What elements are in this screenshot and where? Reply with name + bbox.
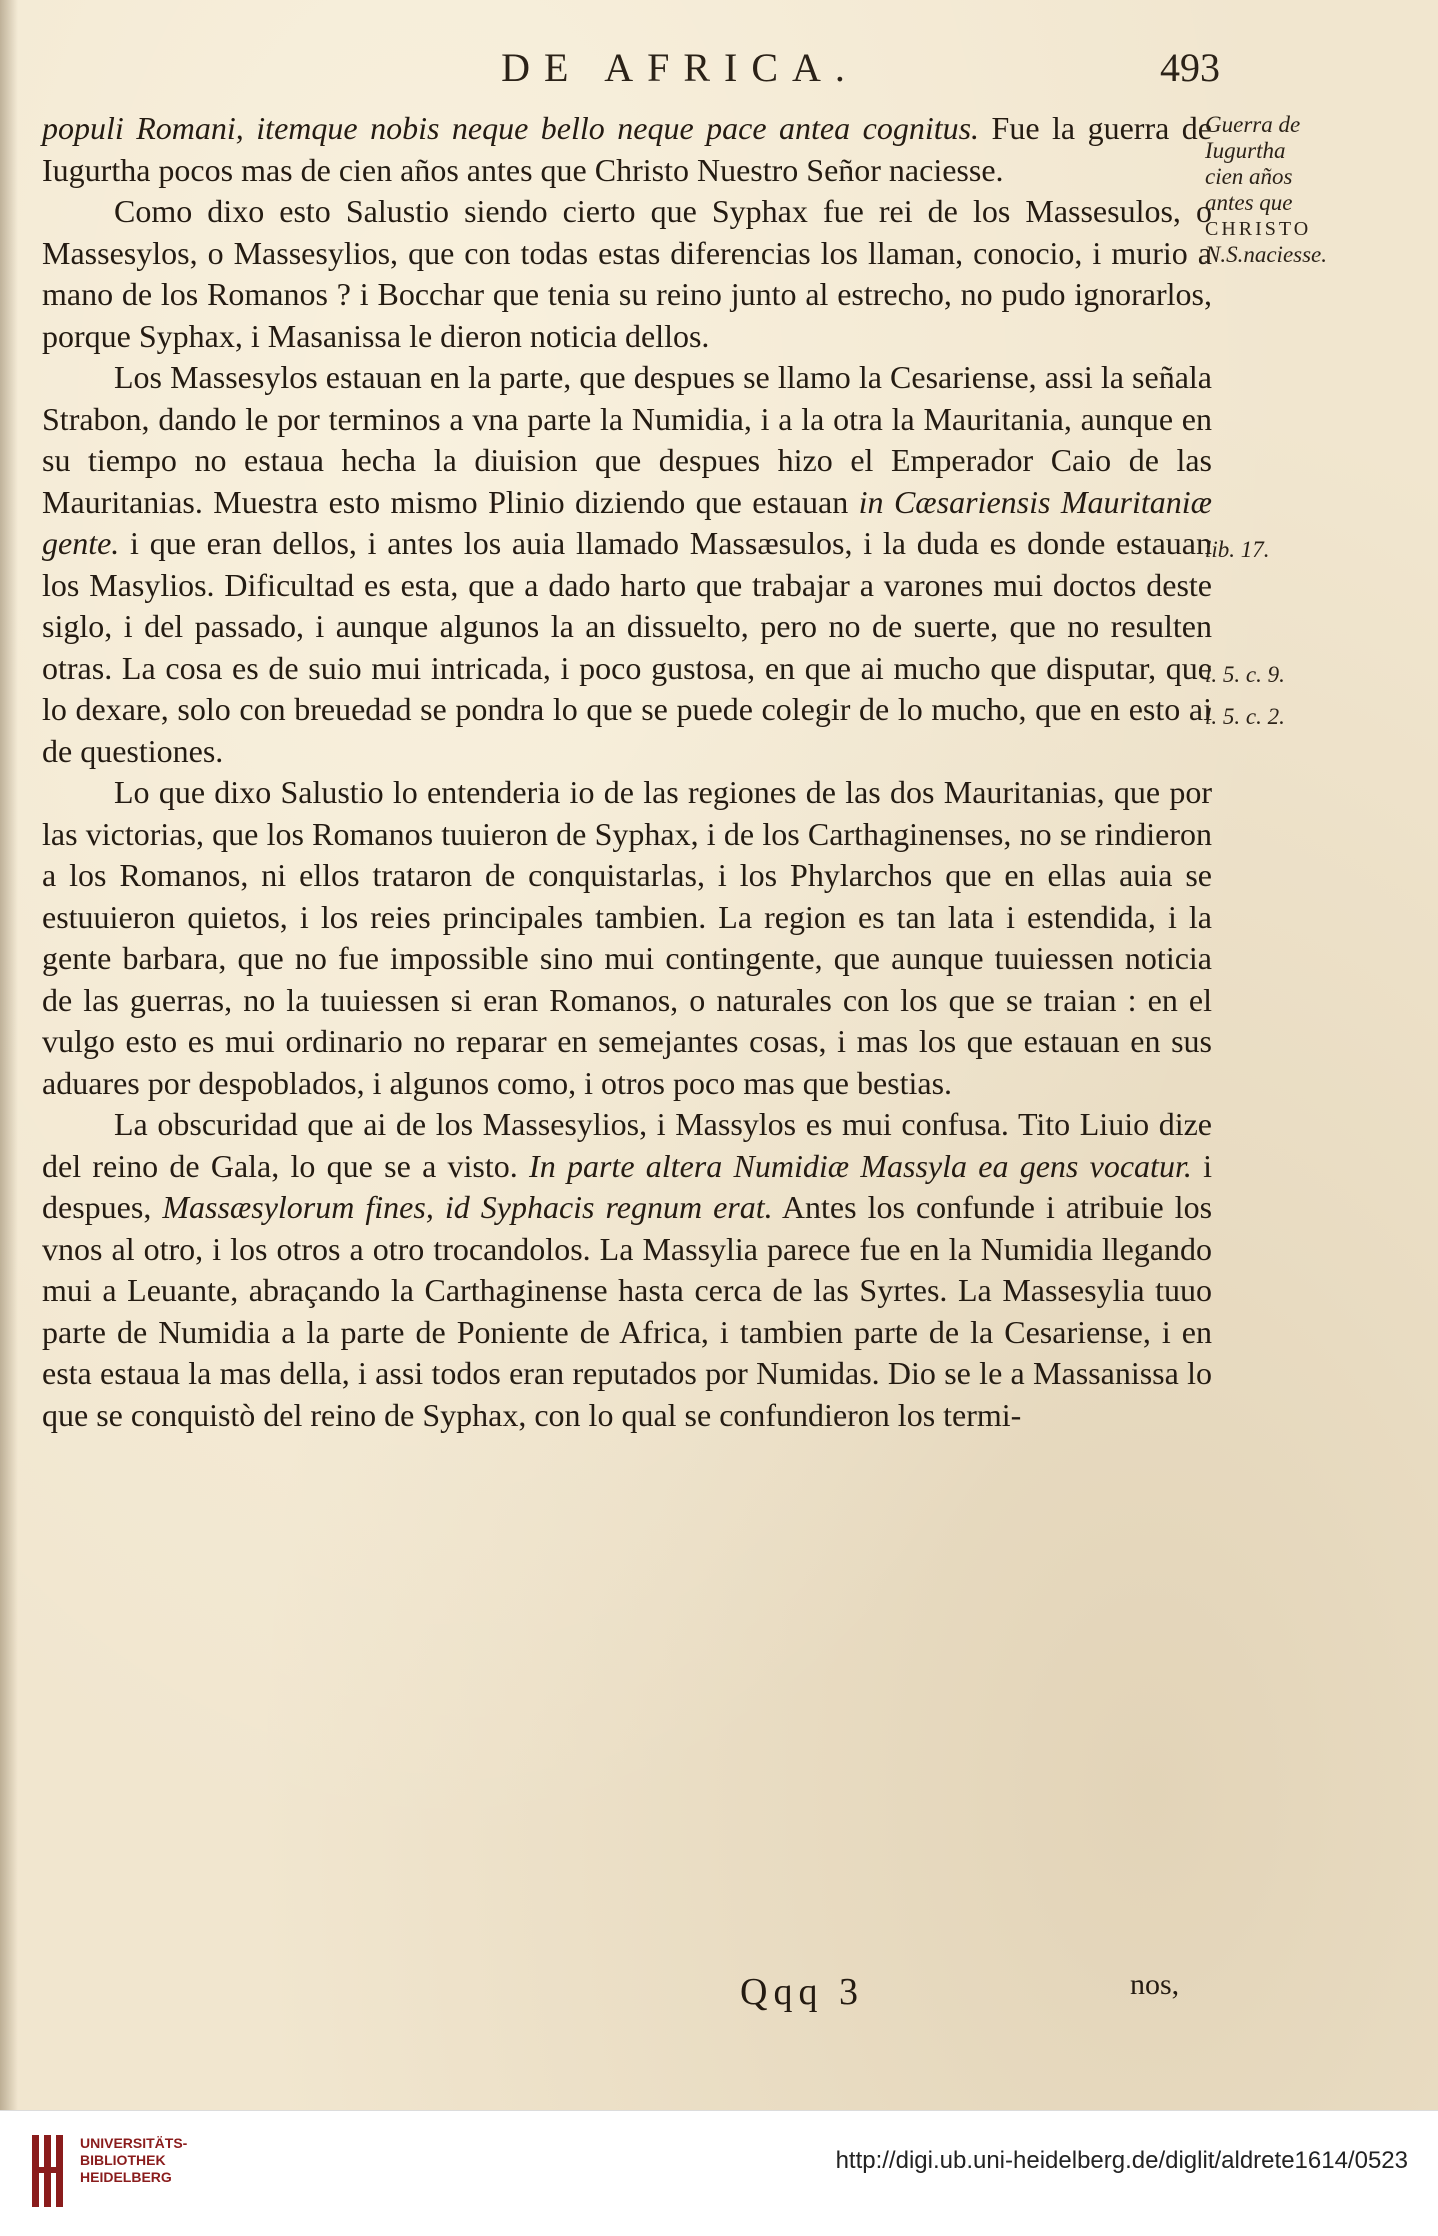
margin-note-line: antes que xyxy=(1205,190,1293,215)
logo-line: BIBLIOTHEK xyxy=(80,2152,166,2168)
margin-note-guerra xyxy=(1205,112,1355,268)
logo-line: UNIVERSITÄTS- xyxy=(80,2135,188,2151)
margin-note-line: N.S.naciesse. xyxy=(1205,242,1328,267)
margin-note-line: cien años xyxy=(1205,164,1293,189)
page-spine-shadow xyxy=(0,0,18,2110)
paragraph-5-part-b: i despues, xyxy=(42,1147,1213,1225)
paragraph-3-part-a: Los Massesylos estauan en la parte, que despues se llamo la Cesariense, assi la señala Strabon, dando le por terminos a vna parte la Numidia, i a la otra la Mauritania, aunque en su tiempo no estaua hecha la diuision que despues hizo el Emperador Caio de las Mauritanias. Muestra esto mismo Plinio diziendo que estauan xyxy=(42,359,1212,520)
catchword: nos, xyxy=(1130,1968,1180,2001)
margin-note-line: Iugurtha xyxy=(1205,138,1286,163)
source-url[interactable]: http://digi.ub.uni-heidelberg.de/diglit/aldrete1614/0523 xyxy=(835,2147,1408,2174)
paragraph-1 xyxy=(42,108,1212,191)
footer-bar xyxy=(0,2110,1438,2236)
library-logo-icon xyxy=(28,2131,68,2211)
paragraph-4: Lo que dixo Salustio lo entenderia io de las regiones de las dos Mauritanias, que por las victorias, que los Romanos tuuieron de Syphax, i de los Carthaginenses, no se rindieron a los Romanos, ni ellos trataron de conquistarlas, i los Phylarchos que en ellas auia se estuuieron quietos, i los reies principales tambien. La region es tan lata i estendida, i la gente barbara, que no fue impossible sino mui contingente, que aunque tuuiessen noticia de las guerras, no la tuuiessen si eran Romanos, o naturales con los que se traian : en el vulgo esto es mui ordinario no reparar en semejantes cosas, i mas los que estauan en sus aduares por despoblados, i algunos como, i otros poco mas que bestias. xyxy=(42,774,1212,1101)
paragraph-3 xyxy=(42,357,1212,772)
running-title: DE AFRICA. xyxy=(501,45,859,90)
paragraph-1-text: Fue la guerra de Iugurtha pocos mas de cien años antes que Christo Nuestro Señor naciesse. xyxy=(42,110,1213,188)
paragraph-3-part-b: i que eran dellos, i antes los auia llamado Massæsulos, i la duda es donde estauan los Masylios. Dificultad es esta, que a dado harto que trabajar a varones mui doctos deste siglo, i del passado, i aunque algunos la an dissuelto, pero no de suerte, que no resulten otras. La cosa es de suio mui intricada, i poco gustosa, en que ai mucho que disputar, que lo dexare, solo con breuedad se pondra lo que se puede colegir de lo mucho, que en esto ai de questiones. xyxy=(42,525,1212,769)
latin-quote: Massæsylorum fines, id Syphacis regnum erat. xyxy=(162,1189,773,1225)
margin-note-plinio-ref-1: l. 5. c. 9. xyxy=(1205,662,1285,687)
signature-mark: Qqq 3 xyxy=(740,1971,864,2013)
logo-line: HEIDELBERG xyxy=(80,2169,172,2185)
paragraph-2: Como dixo esto Salustio siendo cierto que Syphax fue rei de los Massesulos, o Massesylos, o Massesylios, que con todas estas diferencias los llaman, conocio, i murio a mano de los Romanos ? i Bocchar que tenia su reino junto al estrecho, no pudo ignorarlos, porque Syphax, i Masanissa le dieron noticia dellos. xyxy=(42,193,1212,354)
latin-quote: In parte altera Numidiæ Massyla ea gens vocatur. xyxy=(529,1147,1192,1184)
running-header xyxy=(0,44,1438,104)
paragraph-5-part-a: La obscuridad que ai de los Massesylios, i Massylos es mui confusa. Tito Liuio dize del reino de Gala, lo que se a visto. xyxy=(42,1106,1212,1184)
library-logo-text xyxy=(80,2135,187,2186)
page-number: 493 xyxy=(1160,45,1220,90)
margin-note-line: Guerra de xyxy=(1205,112,1301,137)
margin-note-line: CHRISTO xyxy=(1205,218,1312,240)
latin-quote: populi Romani, itemque nobis neque bello neque pace antea cognitus. xyxy=(42,110,980,146)
paragraph-5-part-c: Antes los confunde i atribuie los vnos al otro, i los otros a otro trocandolos. La Massylia parece fue en la Numidia llegando mui a Leuante, abraçando la Carthaginense hasta cerca de las Syrtes. La Massesylia tuuo parte de Numidia a la parte de Poniente de Africa, i tambien parte de la Cesariense, i en esta estaua la mas della, i assi todos eran reputados por Numidas. Dio se le a Massanissa lo que se conquistò del reino de Syphax, con lo qual se confundieron los termi- xyxy=(42,1189,1213,1433)
body-text xyxy=(42,108,1212,1436)
margin-note-strabo-ref: lib. 17. xyxy=(1205,537,1270,562)
paragraph-5 xyxy=(42,1104,1212,1436)
margin-note-plinio-ref-2: l. 5. c. 2. xyxy=(1205,704,1285,729)
latin-quote: in Cæsariensis Mauritaniæ gente. xyxy=(42,483,1213,561)
